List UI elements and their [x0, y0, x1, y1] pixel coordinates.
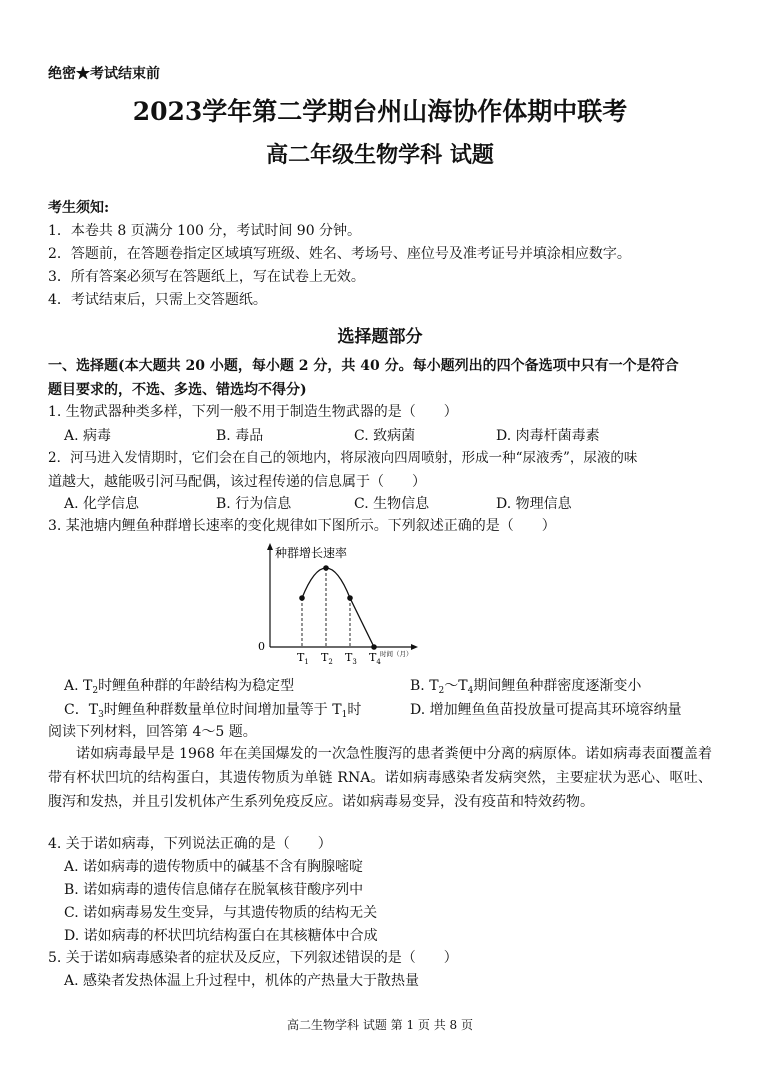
instructions-line: 一、选择题(本大题共 20 小题，每小题 2 分，共 40 分。每小题列出的四个备选项中只有一个是符合	[48, 358, 679, 374]
section-title: 选择题部分	[337, 327, 423, 347]
exam-subtitle: 高二年级生物学科 试题	[266, 142, 494, 168]
question-4-option-a: A. 诺如病毒的遗传物质中的碱基不含有胸腺嘧啶	[64, 859, 364, 875]
passage-intro: 阅读下列材料，回答第 4～5 题。	[48, 724, 257, 740]
confidential-label: 绝密★考试结束前	[48, 66, 160, 82]
x-tick-label-t3: $T_3$	[345, 651, 357, 666]
x-tick-label-t2: $T_2$	[321, 651, 333, 666]
question-3-option-c	[64, 700, 361, 720]
notice-item: 2．答题前，在答题卷指定区域填写班级、姓名、考场号、座位号及准考证号并填涂相应数字。	[48, 246, 631, 262]
origin-label: 0	[258, 640, 265, 653]
option-c-text: 时	[347, 702, 362, 718]
question-1-option-a: A. 病毒	[64, 428, 112, 444]
question-4-option-b: B. 诺如病毒的遗传信息储存在脱氧核苷酸序列中	[64, 882, 364, 898]
option-b-prefix: B. T	[410, 678, 439, 694]
growth-rate-chart	[250, 540, 420, 670]
x-axis-label: 时间（月）	[380, 650, 413, 658]
option-c-mid: 时鲤鱼种群数量单位时间增加量等于 T	[103, 702, 342, 718]
question-2-option-d: D. 物理信息	[496, 496, 572, 512]
option-b-subscript: 4	[467, 686, 474, 696]
x-tick-label-t1: $T_1$	[297, 651, 309, 666]
question-4-option-c: C. 诺如病毒易发生变异，与其遗传物质的结构无关	[64, 905, 378, 921]
y-axis-label: 种群增长速率	[275, 546, 348, 560]
question-3-option-b	[410, 676, 641, 696]
question-2-stem-line1: 2．河马进入发情期时，它们会在自己的领地内，将尿液向四周喷射，形成一种“尿液秀”，尿液的味	[48, 450, 638, 466]
question-4-stem: 4. 关于诺如病毒，下列说法正确的是（ ）	[48, 836, 332, 852]
option-a-prefix: A. T	[64, 678, 93, 694]
instructions-line: 题目要求的，不选、多选、错选均不得分)	[48, 382, 307, 398]
x-tick-subscript: 3	[352, 658, 357, 666]
series-line	[302, 568, 374, 647]
option-b-text: 期间鲤鱼种群密度逐渐变小	[473, 678, 642, 694]
exam-title: 2023学年第二学期台州山海协作体期中联考	[132, 97, 628, 126]
data-point-t4	[371, 644, 377, 650]
question-4-option-d: D. 诺如病毒的杯状凹坑结构蛋白在其核糖体中合成	[64, 928, 378, 944]
x-tick-label-t4: $T_4$	[369, 651, 381, 666]
question-1-option-c: C. 致病菌	[354, 428, 416, 444]
question-2-option-a: A. 化学信息	[64, 496, 140, 512]
question-2-stem-line2: 道越大，越能吸引河马配偶，该过程传递的信息属于（ ）	[48, 474, 426, 490]
x-tick-subscript: 1	[304, 658, 309, 666]
question-3-option-a	[64, 676, 294, 696]
option-c-subscript: 1	[341, 710, 348, 720]
page-footer: 高二生物学科 试题 第 1 页 共 8 页	[287, 1018, 473, 1032]
notice-heading: 考生须知:	[48, 200, 110, 216]
option-b-subscript: 2	[438, 686, 445, 696]
notice-item: 3．所有答案必须写在答题纸上，写在试卷上无效。	[48, 269, 365, 285]
y-axis-arrow	[267, 543, 273, 550]
question-1-option-b: B. 毒品	[216, 428, 264, 444]
option-c-prefix: C．T	[64, 702, 99, 718]
option-b-mid: ～T	[444, 678, 468, 694]
data-point-t1	[299, 595, 305, 601]
question-3-stem: 3. 某池塘内鲤鱼种群增长速率的变化规律如下图所示。下列叙述正确的是（ ）	[48, 518, 556, 534]
question-3-option-d: D. 增加鲤鱼鱼苗投放量可提高其环境容纳量	[410, 702, 682, 718]
notice-item: 1．本卷共 8 页满分 100 分，考试时间 90 分钟。	[48, 223, 362, 239]
data-point-t2	[323, 565, 329, 571]
x-tick-subscript: 4	[376, 658, 381, 666]
data-point-t3	[347, 595, 353, 601]
option-c-subscript: 3	[98, 710, 104, 720]
question-1-stem: 1. 生物武器种类多样，下列一般不用于制造生物武器的是（ ）	[48, 404, 458, 420]
x-tick-subscript: 2	[328, 658, 333, 666]
question-2-option-b: B. 行为信息	[216, 496, 292, 512]
notice-item: 4．考试结束后，只需上交答题纸。	[48, 292, 267, 308]
question-2-option-c: C. 生物信息	[354, 496, 430, 512]
question-5-option-a: A. 感染者发热体温上升过程中，机体的产热量大于散热量	[64, 973, 420, 989]
question-5-stem: 5. 关于诺如病毒感染者的症状及反应，下列叙述错误的是（ ）	[48, 950, 458, 966]
option-a-text: 时鲤鱼种群的年龄结构为稳定型	[98, 678, 295, 694]
option-a-subscript: 2	[92, 686, 99, 696]
question-1-option-d: D. 肉毒杆菌毒素	[496, 428, 600, 444]
passage-body: 诺如病毒最早是 1968 年在美国爆发的一次急性腹泻的患者粪便中分离的病原体。诺如病毒表面覆盖着带有杯状凹坑的结构蛋白，其遗传物质为单链 RNA。诺如病毒感染者发病突然，主要症状为恶心、呕吐、腹泻和发热，并且引发机体产生系列免疫反应。诺如病毒易变异，没有疫苗和特效药物。	[48, 746, 712, 810]
